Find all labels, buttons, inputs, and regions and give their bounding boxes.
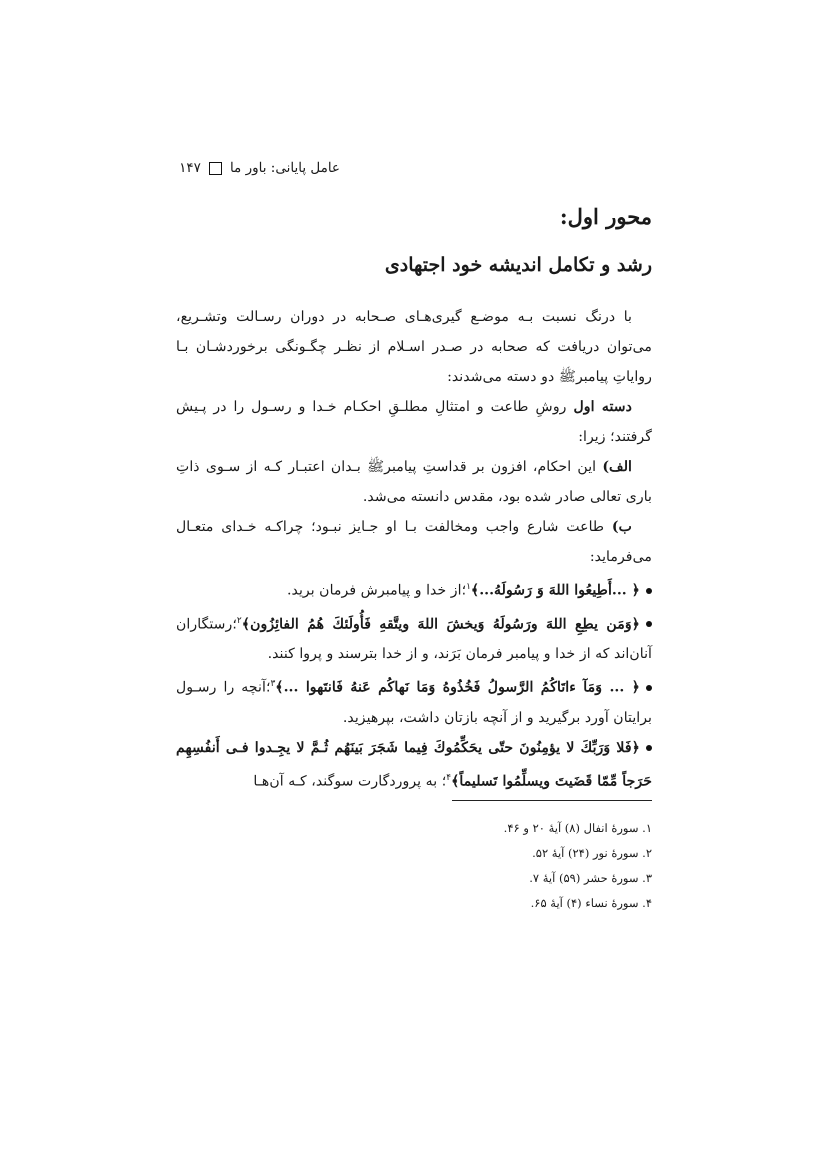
section-subtitle: رشد و تکامل اندیشه خود اجتهادی [384,254,652,276]
bullet-dot-icon [646,745,652,751]
bullet-dot-icon [646,621,652,627]
footnote-item: ۴. سورهٔ نساء (۴) آیهٔ ۶۵. [530,896,652,910]
verse-bullet: ﴿وَمَن يطِعِ اللهَ ورَسُولَهُ وَيخشَ اللهَ ويتَّقهِ فَأُولَئكَ هُمُ الفائِزُون﴾$^۲$؛رستگاران آنان‌اند که از خدا و پیامبر فرمان بَرَند، و از خدا بترسند و پروا کنند. [176,615,652,663]
footnote-ref: ۴ [446,773,452,784]
verse-quote: ﴿وَمَن يطِعِ اللهَ ورَسُولَهُ وَيخشَ اللهَ ويتَّقهِ فَأُولَئكَ هُمُ الفائِزُون﴾ [241,616,640,633]
body-text [176,302,652,797]
verse-quote: ﴿فَلا وَرَبِّكَ لا يؤمِنُونَ حتّى يحَكِّمُوكَ فِيما شَجَرَ بَينَهُم ثُـمَّ لا يجِـدوا فـی أَنفُسِهِم حَرَجاً مِّمّا قَضَيتَ ويسلِّمُوا تَسليماً﴾ [176,740,652,790]
footnote-ref: ۱ [466,582,471,592]
page-number: ۱۴۷ [179,160,201,176]
verse-bullet: ﴿فَلا وَرَبِّكَ لا يؤمِنُونَ حتّى يحَكِّمُوكَ فِيما شَجَرَ بَينَهُم ثُـمَّ لا يجِـدوا فـی أَنفُسِهِم حَرَجاً مِّمّا قَضَيتَ ويسلِّمُوا تَسليماً﴾$^۴$؛ به پروردگارت سوگند، کـه آن‌هـا [176,740,652,790]
footnote-item: ۱. سورهٔ انفال (۸) آیهٔ ۲۰ و ۴۶. [503,821,652,835]
square-ornament-icon [209,162,222,175]
alef-paragraph [176,452,652,512]
group1-text: روشِ طاعت و امتثالِ مطلـقِ احکـام خـدا و رسـول را در پـیش گرفتند؛ زیرا: [176,399,652,445]
alef-label: الف) [602,459,632,475]
footnote-item: ۳. سورهٔ حشر (۵۹) آیهٔ ۷. [529,871,652,885]
verse-quote: ﴿ ...أَطِيعُوا اللهَ وَ رَسُولَهُ...﴾ [470,582,640,599]
footnote-ref: ۲ [236,615,242,626]
footnote-divider [452,800,652,801]
alef-text: این احکام، افزون بر قداستِ پیامبرﷺ بـدان اعتبـار کـه از سـوی ذاتِ باری تعالی صادر شده بود، مقدس دانسته می‌شد. [176,459,652,505]
be-text: طاعت شارع واجب ومخالفت بـا او جـایز نبـود؛ چراکـه خـدای متعـال می‌فرماید: [176,519,652,565]
be-label: ب) [611,519,632,535]
running-title: عامل پایانی: باور ما [229,160,340,176]
group1-label: دسته اول [573,399,632,415]
verse-translation: از خدا و پیامبرش فرمان برید. [286,582,462,599]
verse-translation: آنچه را رسـول برایتان آورد برگیرید و از آنچه بازتان داشت، بپرهیزید. [176,680,652,727]
verse-bullet: ﴿ ... وَمَآ ءاتَاكُمُ الرَّسولُ فَخُذُوهُ وَمَا نَهاكُم عَنهُ فَانتَهوا ...﴾$^۳$؛آنچه را رسـول برایتان آورد برگیرید و از آنچه بازتان داشت، بپرهیزید. [176,679,652,727]
intro-paragraph: با درنگ نسبت بـه موضـع گیری‌هـای صـحابه در دوران رسـالت وتشـریع، می‌توان دریافت که صحابه در صـدر اسـلام از نظـر چگـونگی برخوردشـان بـا روایاتِ پیامبرﷺ دو دسته می‌شدند: [176,309,652,385]
bullet-dot-icon [646,685,652,691]
be-paragraph [176,512,652,572]
verse-quote: ﴿ ... وَمَآ ءاتَاكُمُ الرَّسولُ فَخُذُوهُ وَمَا نَهاكُم عَنهُ فَانتَهوا ...﴾ [275,680,640,697]
verse-bullet: ﴿ ...أَطِيعُوا اللهَ وَ رَسُولَهُ...﴾$^۱$؛از خدا و پیامبرش فرمان برید. [176,572,652,606]
footnote-ref: ۳ [270,679,276,690]
running-header [179,160,340,176]
footnote-item: ۲. سورهٔ نور (۲۴) آیهٔ ۵۲. [532,846,652,860]
bullet-dot-icon [646,588,652,594]
group1-paragraph [176,392,652,452]
verse-translation: به پروردگارت سوگند، کـه آن‌هـا [253,773,442,790]
section-title: محور اول: [559,204,652,229]
footnotes [504,816,652,916]
verse-translation: رستگاران آنان‌اند که از خدا و پیامبر فرمان بَرَند، و از خدا بترسند و پروا کنند. [176,616,652,663]
